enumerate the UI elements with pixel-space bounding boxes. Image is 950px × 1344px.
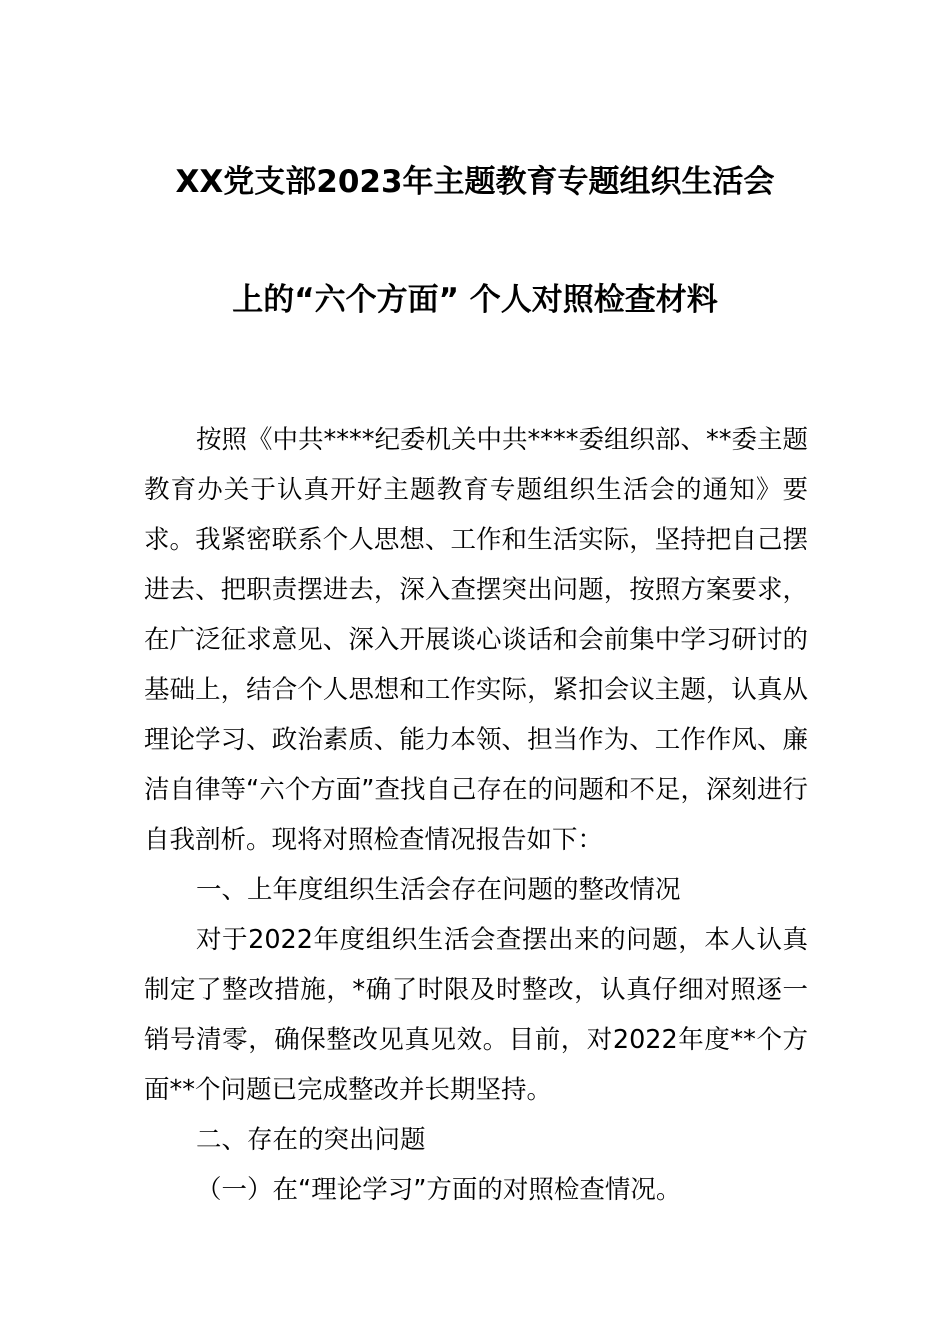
section-1-paragraph-block [144,915,808,1115]
section-1-heading: 一、上年度组织生活会存在问题的整改情况 [196,875,681,905]
section-2-heading-block [144,1115,808,1165]
section-1-heading-block [144,865,808,915]
document-title-line-1: XX党支部2023年主题教育专题组织生活会 [175,164,775,200]
intro-paragraph-block [144,415,808,865]
intro-paragraph: 按照《中共****纪委机关中共****委组织部、**委主题教育办关于认真开好主题教育专题组织生活会的通知》要求。我紧密联系个人思想、工作和生活实际，坚持把自己摆进去、把职责摆进去，深入查摆突出问题，按照方案要求，在广泛征求意见、深入开展谈心谈话和会前集中学习研讨的基础上，结合个人思想和工作实际，紧扣会议主题，认真从理论学习、政治素质、能力本领、担当作为、工作作风、廉洁自律等“六个方面”查找自己存在的问题和不足，深刻进行自我剖析。现将对照检查情况报告如下： [144,425,809,855]
section-2-subheading-block [144,1165,808,1215]
section-2-subheading-1: （一）在“理论学习”方面的对照检查情况。 [196,1175,682,1205]
section-2-heading: 二、存在的突出问题 [196,1125,426,1155]
document-title-line-2: 上的“六个方面” 个人对照检查材料 [232,282,718,318]
section-1-paragraph: 对于2022年度组织生活会查摆出来的问题，本人认真制定了整改措施，*确了时限及时整改，认真仔细对照逐一销号清零，确保整改见真见效。目前，对2022年度**个方面**个问题已完成整改并长期坚持。 [144,925,808,1105]
